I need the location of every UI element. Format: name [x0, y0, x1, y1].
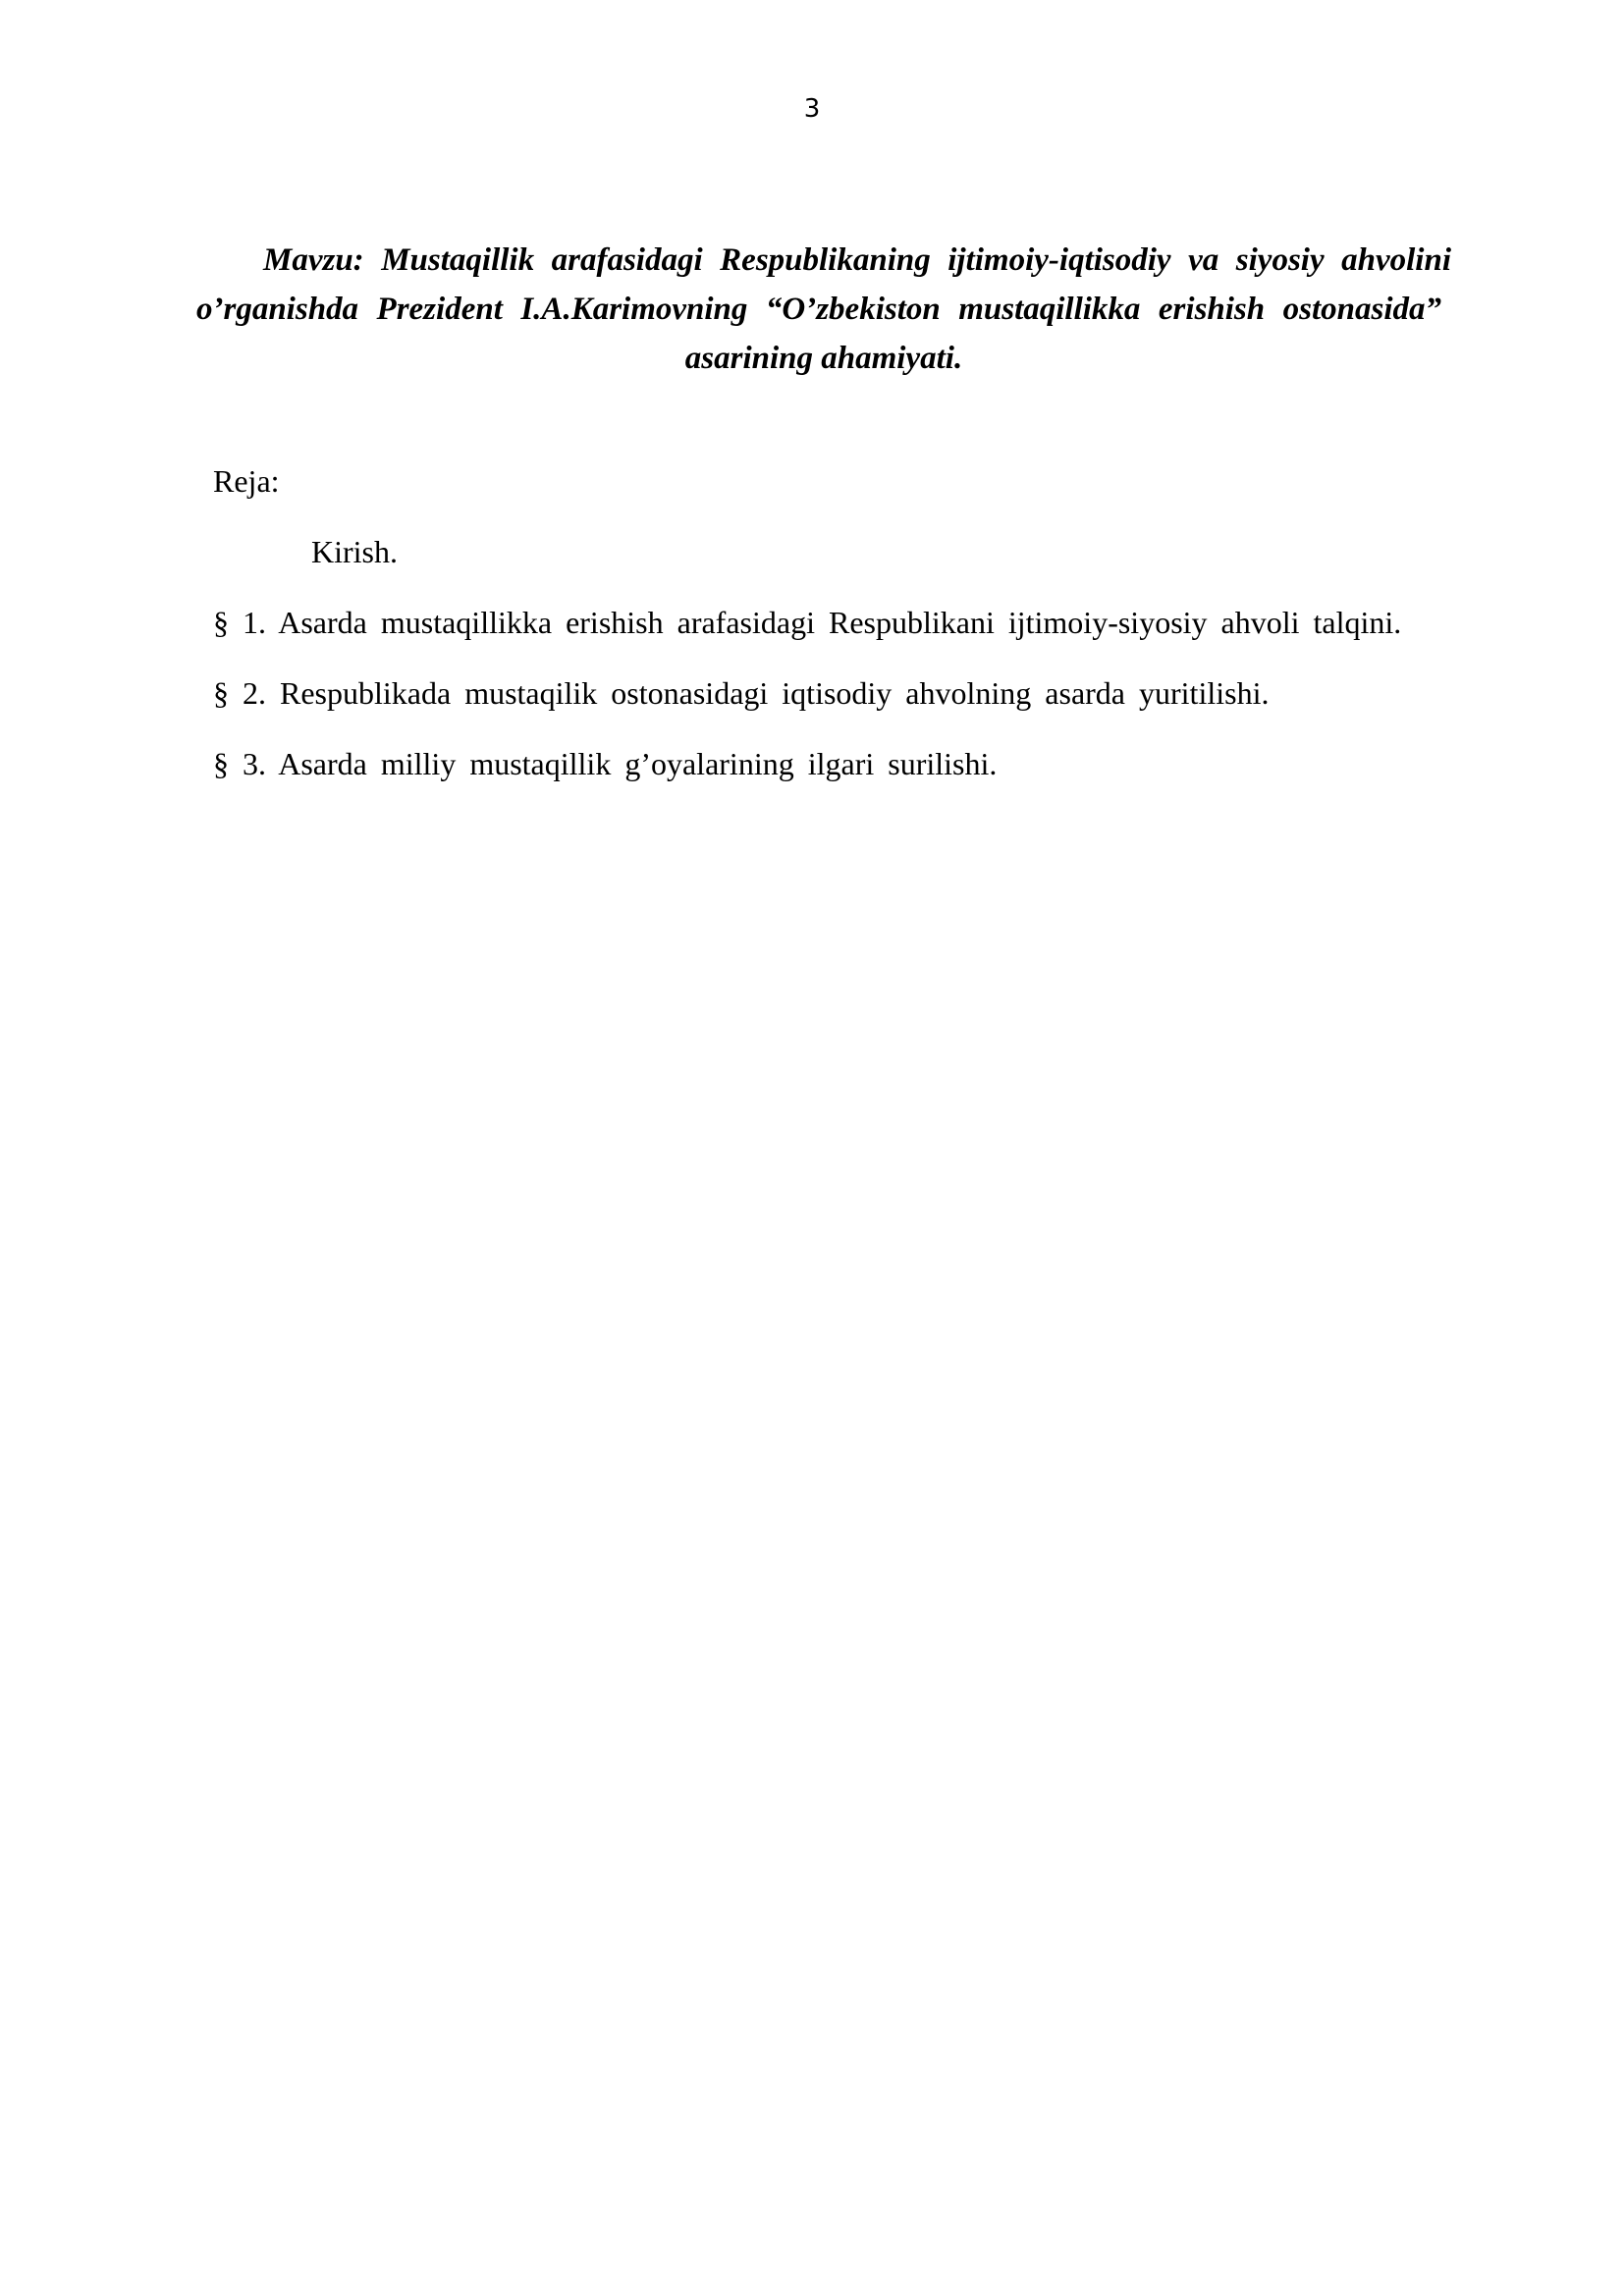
plan-item: § 1. Asarda mustaqillikka erishish arafasidagi Respublikani ijtimoiy-siyosiy ahvoli talqini.: [213, 605, 1402, 640]
plan-item: § 2. Respublikada mustaqilik ostonasidagi iqtisodiy ahvolning asarda yuritilishi.: [213, 675, 1270, 711]
title-line-3: asarining ahamiyati.: [684, 341, 963, 376]
plan-item: § 3. Asarda milliy mustaqillik g’oyalarining ilgari surilishi.: [213, 746, 998, 781]
title-line-2: o’rganishda Prezident I.A.Karimovning “O’zbekiston mustaqillikka erishish ostonasida”: [196, 292, 1441, 327]
document-title: [196, 236, 1451, 383]
plan-intro: Kirish.: [311, 534, 398, 569]
title-line-1: Mavzu: Mustaqillik arafasidagi Respublikaning ijtimoiy-iqtisodiy va siyosiy ahvolini: [263, 242, 1451, 278]
plan-heading: Reja:: [213, 463, 280, 499]
page-number: 3: [803, 94, 821, 124]
